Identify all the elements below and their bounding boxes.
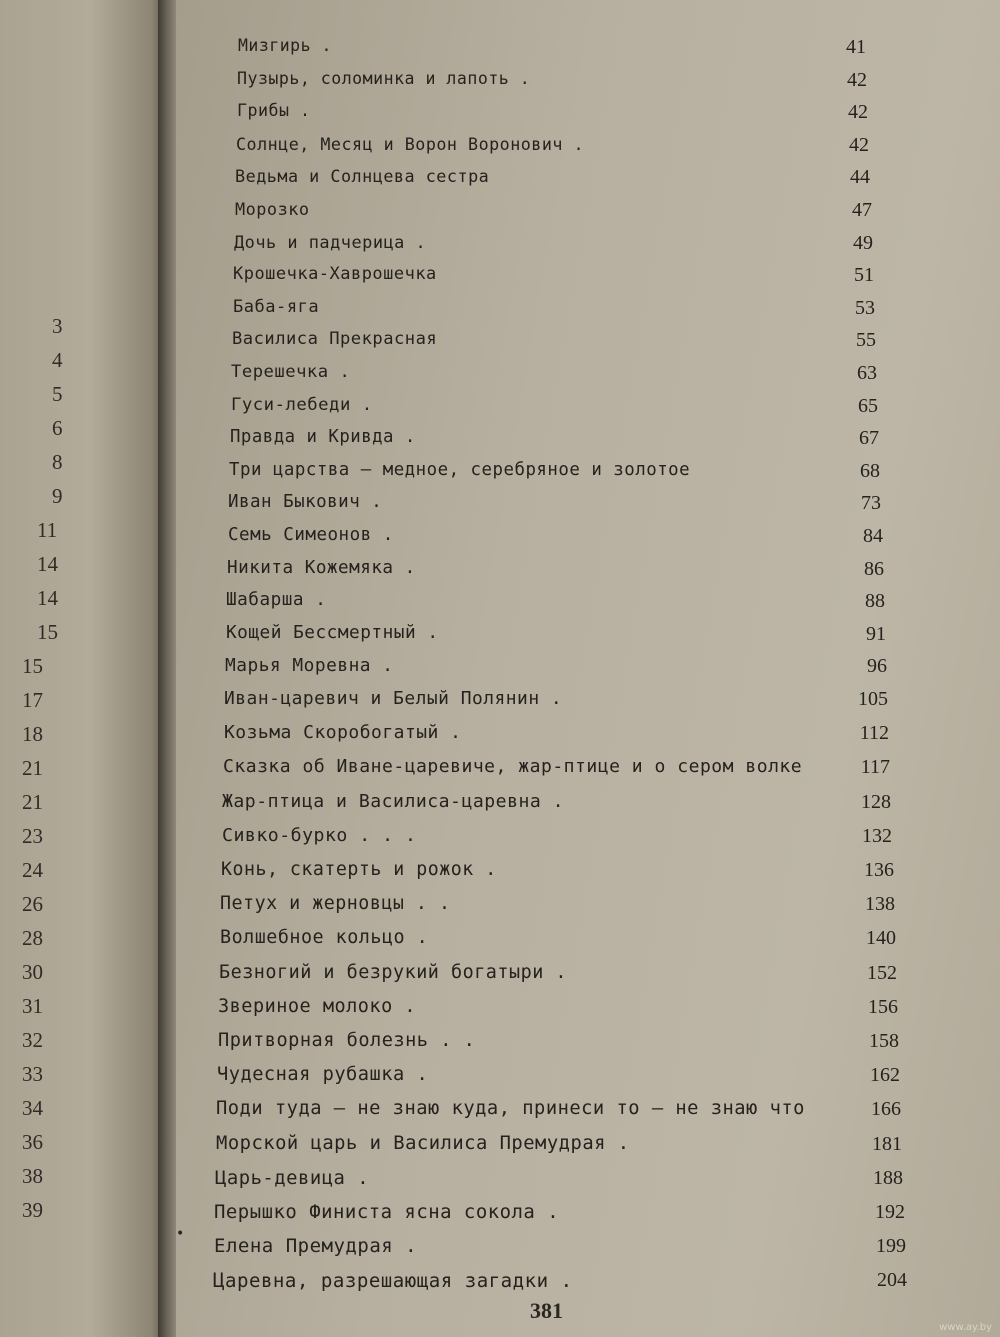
toc-entry-title: Пузырь, соломинка и лапоть . <box>237 68 531 88</box>
left-page-number: 21 <box>22 756 43 780</box>
left-page-number: 24 <box>22 858 43 882</box>
toc-entry <box>0 1064 1000 1094</box>
toc-entry <box>0 1133 1000 1163</box>
toc-entry-title: Перышко Финиста ясна сокола . <box>214 1201 560 1223</box>
toc-entry <box>0 722 1000 752</box>
toc-entry-title: Иван-царевич и Белый Полянин . <box>224 688 563 709</box>
toc-entry-title: Грибы . <box>237 101 311 121</box>
toc-entry-page: 42 <box>848 101 868 124</box>
toc-entry-page: 158 <box>869 1030 899 1052</box>
toc-entry-page: 88 <box>865 590 885 613</box>
toc-entry-title: Мизгирь . <box>238 36 332 55</box>
toc-entry-page: 49 <box>853 231 873 254</box>
toc-entry <box>0 927 1000 957</box>
toc-entry-page: 166 <box>871 1098 901 1121</box>
toc-entry-title: Василиса Прекрасная <box>232 329 438 350</box>
left-page-number: 23 <box>22 824 43 848</box>
toc-entry-title: Ведьма и Солнцева сестра <box>235 166 490 187</box>
toc-entry <box>0 199 1000 229</box>
left-page-number: 38 <box>22 1164 43 1188</box>
toc-entry <box>0 395 1000 425</box>
left-page-number: 9 <box>52 484 63 508</box>
left-page-number: 33 <box>22 1062 43 1086</box>
toc-entry <box>0 460 1000 490</box>
toc-entry-title: Иван Быкович . <box>228 492 383 513</box>
toc-entry-title: Сказка об Иване-царевиче, жар-птице и о сером волке <box>223 756 803 778</box>
toc-entry <box>0 996 1000 1026</box>
left-page-number: 4 <box>52 348 63 372</box>
toc-entry-title: Семь Симеонов . <box>228 525 394 545</box>
margin-dot: • <box>176 1226 185 1242</box>
toc-entry-title: Конь, скатерть и рожок . <box>221 859 497 880</box>
toc-entry-title: Морской царь и Василиса Премудрая . <box>216 1132 630 1154</box>
toc-entry-title: Царевна, разрешающая загадки . <box>213 1269 573 1293</box>
toc-entry <box>0 893 1000 923</box>
toc-entry-title: Царь-девица . <box>215 1166 370 1189</box>
left-page-number: 5 <box>52 382 63 406</box>
toc-entry-page: 86 <box>864 557 884 580</box>
toc-entry <box>0 756 1000 786</box>
toc-entry-page: 91 <box>866 622 886 645</box>
toc-entry-title: Никита Кожемяка . <box>227 557 416 578</box>
toc-entry-title: Чудесная рубашка . <box>217 1064 429 1086</box>
toc-entry <box>0 166 1000 196</box>
left-page-number: 18 <box>22 722 43 746</box>
toc-entry <box>0 232 1000 262</box>
toc-entry <box>0 859 1000 889</box>
toc-entry <box>0 427 1000 457</box>
toc-entry <box>0 36 1000 66</box>
footer-page-number: 381 <box>530 1298 563 1323</box>
left-page-number: 15 <box>22 654 43 678</box>
toc-entry-page: 188 <box>873 1166 903 1189</box>
toc-entry-page: 199 <box>876 1235 906 1258</box>
toc-entry-page: 65 <box>858 394 878 417</box>
left-page-number: 14 <box>37 586 58 610</box>
toc-entry-title: Баба-яга <box>233 296 320 317</box>
toc-entry-page: 140 <box>866 927 896 950</box>
toc-entry-page: 47 <box>852 199 872 221</box>
toc-entry <box>0 623 1000 653</box>
toc-entry-title: Притворная болезнь . . <box>218 1030 476 1051</box>
toc-entry-title: Звериное молоко . <box>218 995 417 1017</box>
left-page-number: 14 <box>37 552 58 576</box>
toc-entry-title: Марья Моревна . <box>225 655 394 677</box>
left-page-number: 34 <box>22 1096 43 1120</box>
toc-entry-page: 42 <box>847 68 867 91</box>
toc-entry-title: Волшебное кольцо . <box>220 927 429 949</box>
toc-entry <box>0 825 1000 855</box>
toc-entry-title: Гуси-лебеди . <box>231 394 373 415</box>
left-page-number: 31 <box>22 994 43 1018</box>
toc-entry <box>0 1235 1000 1265</box>
left-page-number: 6 <box>52 416 63 440</box>
toc-entry <box>0 1269 1000 1299</box>
toc-entry <box>0 1030 1000 1060</box>
toc-entry <box>0 297 1000 327</box>
toc-entry <box>0 791 1000 821</box>
toc-entry-title: Три царства — медное, серебряное и золотое <box>229 459 691 480</box>
toc-entry-page: 112 <box>859 722 889 745</box>
toc-entry-title: Сивко-бурко . . . <box>222 824 417 846</box>
toc-entry-page: 67 <box>859 427 879 450</box>
toc-entry-title: Крошечка-Хаврошечка <box>233 264 437 285</box>
toc-entry-title: Дочь и падчерица . <box>234 231 427 252</box>
toc-entry <box>0 69 1000 99</box>
toc-entry-page: 128 <box>861 790 891 813</box>
toc-entry-page: 162 <box>870 1064 900 1087</box>
toc-entry <box>0 962 1000 992</box>
toc-entry-page: 55 <box>856 329 876 352</box>
toc-entry <box>0 492 1000 522</box>
toc-entry-page: 84 <box>863 525 883 547</box>
left-page-number: 39 <box>22 1198 43 1222</box>
toc-entry-page: 51 <box>854 264 874 287</box>
toc-entry <box>0 1201 1000 1231</box>
toc-entry-page: 53 <box>855 296 875 319</box>
toc-entry-page: 152 <box>867 961 897 984</box>
left-page-number: 11 <box>37 518 58 542</box>
toc-entry-title: Петух и жерновцы . . <box>220 893 451 915</box>
left-page-number: 21 <box>22 790 43 814</box>
toc-entry-title: Терешечка . <box>231 362 351 382</box>
toc-entry-title: Елена Премудрая . <box>214 1235 418 1258</box>
toc-entry-page: 73 <box>861 492 881 515</box>
left-page-number: 15 <box>37 620 58 644</box>
toc-entry-title: Кощей Бессмертный . <box>226 622 439 643</box>
left-page-number: 17 <box>22 688 43 712</box>
left-page-number: 36 <box>22 1130 43 1154</box>
toc-entry <box>0 1098 1000 1128</box>
toc-entry-page: 192 <box>875 1201 905 1223</box>
toc-entry <box>0 134 1000 164</box>
toc-entry <box>0 1167 1000 1197</box>
left-page-number: 3 <box>52 314 63 338</box>
toc-entry-title: Поди туда — не знаю куда, принеси то — не знаю что <box>216 1098 805 1120</box>
toc-entry-page: 136 <box>864 859 894 881</box>
toc-entry-title: Безногий и безрукий богатыри . <box>219 961 568 983</box>
toc-entry <box>0 590 1000 620</box>
toc-entry-page: 96 <box>867 655 887 678</box>
toc-entry <box>0 688 1000 718</box>
left-page-number: 26 <box>22 892 43 916</box>
toc-entry <box>0 558 1000 588</box>
toc-entry-page: 156 <box>868 995 898 1018</box>
left-page-number: 28 <box>22 926 43 950</box>
toc-entry-title: Шабарша . <box>226 590 327 611</box>
toc-entry-page: 181 <box>872 1132 902 1155</box>
toc-entry-page: 105 <box>858 688 888 710</box>
toc-entry-page: 204 <box>877 1269 907 1292</box>
toc-entry <box>0 329 1000 359</box>
left-page-number: 32 <box>22 1028 43 1052</box>
toc-entry-title: Козьма Скоробогатый . <box>224 722 462 744</box>
toc-entry-title: Правда и Кривда . <box>230 427 416 448</box>
toc-entry <box>0 655 1000 685</box>
toc-entry-page: 44 <box>850 166 870 189</box>
toc-entry <box>0 362 1000 392</box>
toc-entry <box>0 264 1000 294</box>
toc-entry-title: Морозко <box>235 199 310 219</box>
toc-entry <box>0 525 1000 555</box>
toc-entry-title: Жар-птица и Василиса-царевна . <box>222 790 565 812</box>
toc-entry-page: 132 <box>862 824 892 847</box>
left-page-number: 8 <box>52 450 63 474</box>
left-page-number: 30 <box>22 960 43 984</box>
toc-entry <box>0 101 1000 131</box>
toc-entry-page: 68 <box>860 459 880 482</box>
toc-entry-page: 138 <box>865 893 895 916</box>
toc-entry-page: 117 <box>860 756 890 779</box>
toc-entry-title: Солнце, Месяц и Ворон Воронович . <box>236 133 585 154</box>
watermark: www.ay.by <box>939 1322 992 1333</box>
toc-entry-page: 63 <box>857 362 877 384</box>
toc-entry-page: 42 <box>849 133 869 156</box>
toc-entry-page: 41 <box>846 36 866 58</box>
